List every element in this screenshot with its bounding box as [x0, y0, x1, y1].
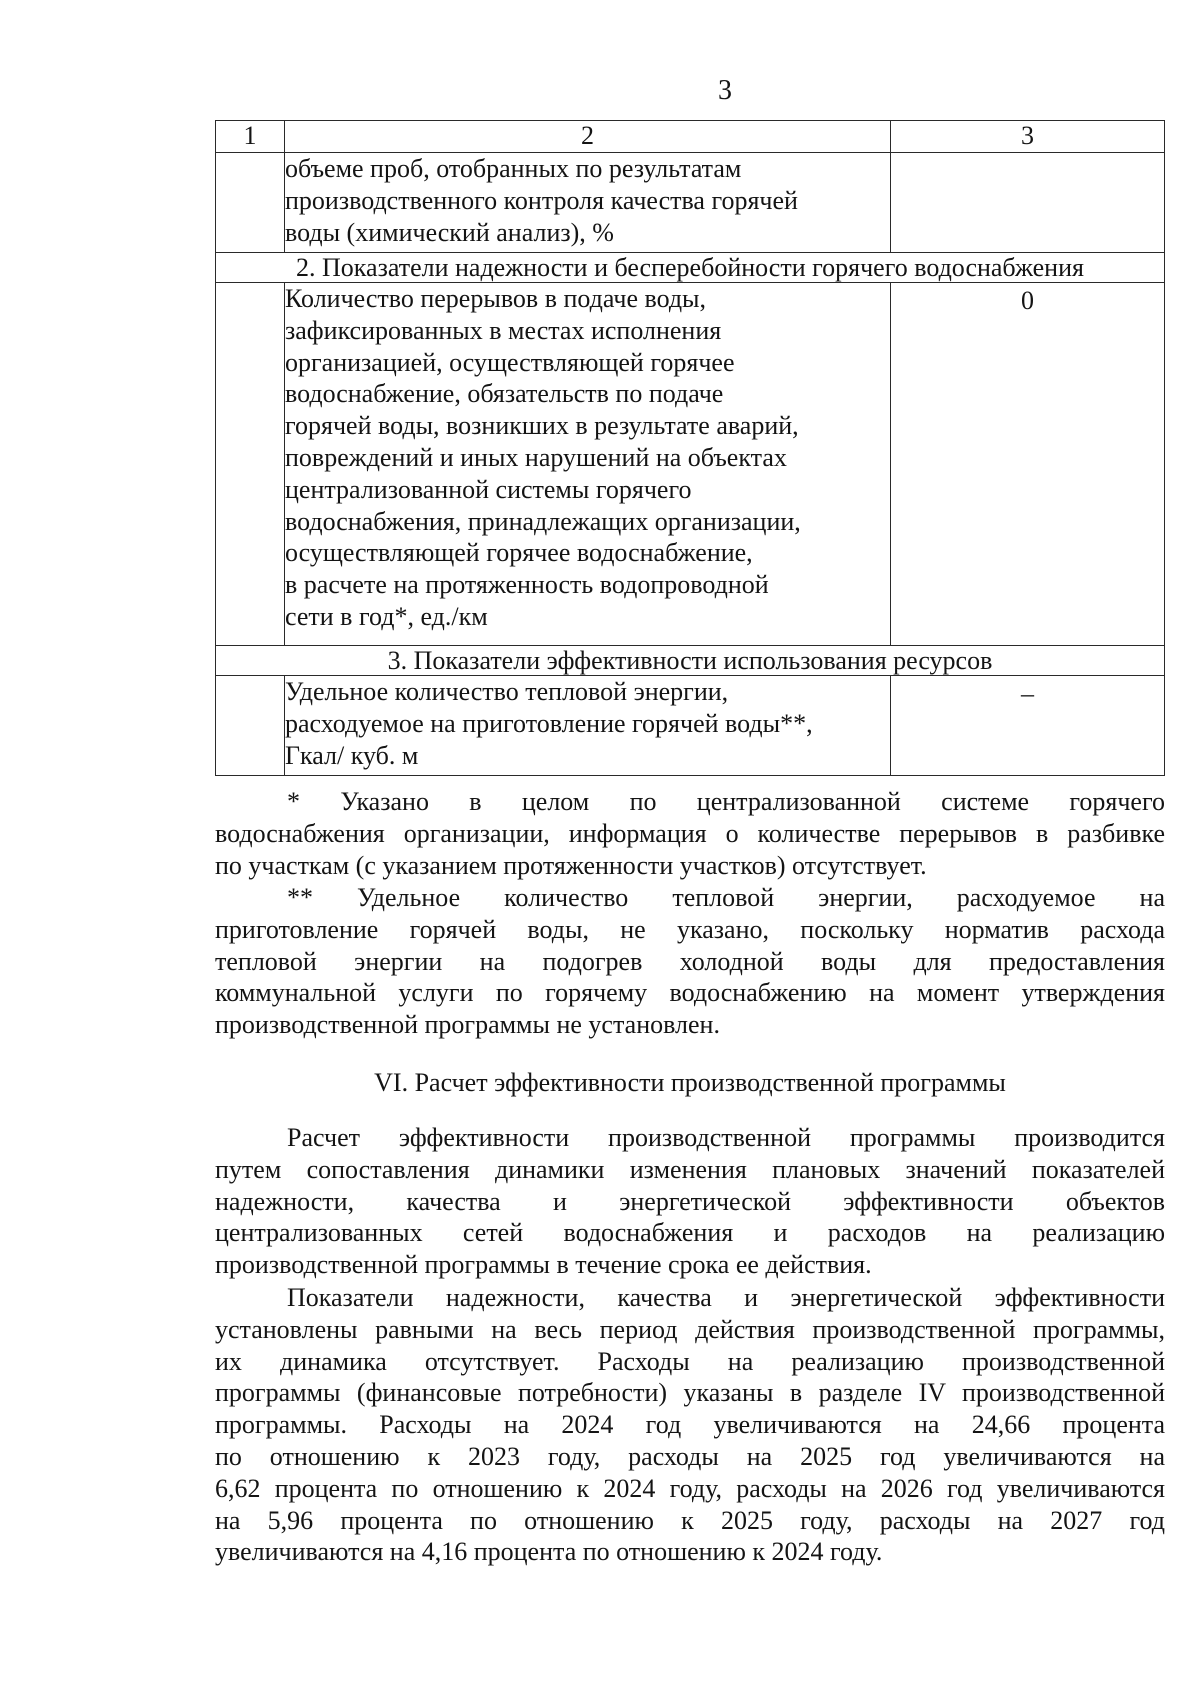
indicator-text: Количество перерывов в подаче воды, зафиксированных в местах исполнения организацией, осуществляющей горячее водоснабжение, обязательств по подаче горячей воды, возникших в результате аварий, повреждений и иных нарушений на объектах централизованной системы горячего водоснабжения, принадлежащих организации, осуществляющей горячее водоснабжение, в расчете на протяженность водопроводной сети в год*, ед./км	[285, 283, 891, 646]
page-number: 3	[718, 75, 732, 106]
table-header-row	[216, 121, 1165, 153]
section-title: 2. Показатели надежности и бесперебойности горячего водоснабжения	[216, 253, 1165, 283]
table-section-row	[216, 646, 1165, 676]
indicator-text: Удельное количество тепловой энергии, расходуемое на приготовление горячей воды**, Гкал/ куб. м	[285, 676, 891, 776]
table-row	[216, 676, 1165, 776]
indicator-value	[891, 153, 1165, 253]
footnote-2: ** Удельное количество тепловой энергии, расходуемое на приготовление горячей воды, не указано, поскольку норматив расхода тепловой энергии на подогрев холодной воды для предоставления коммунальной услуги по горячему водоснабжению на момент утверждения производственной программы не установлен.	[215, 883, 1165, 1040]
table-row	[216, 283, 1165, 646]
indicators-table	[215, 120, 1165, 776]
header-col-1: 1	[216, 121, 285, 153]
section-heading: VI. Расчет эффективности производственной программы	[374, 1068, 1006, 1097]
table-row	[216, 153, 1165, 253]
header-col-2: 2	[285, 121, 891, 153]
indicator-text: объеме проб, отобранных по результатам производственного контроля качества горячей воды (химический анализ), %	[285, 153, 891, 253]
paragraph-1: Расчет эффективности производственной программы производится путем сопоставления динамики изменения плановых значений показателей надежности, качества и энергетической эффективности объектов централизованных сетей водоснабжения и расходов на реализацию производственной программы в течение срока ее действия.	[215, 1123, 1165, 1280]
footnote-1: * Указано в целом по централизованной системе горячего водоснабжения организации, информация о количестве перерывов в разбивке по участкам (с указанием протяженности участков) отсутствует.	[215, 787, 1165, 880]
indicator-value: 0	[891, 283, 1165, 646]
section-title: 3. Показатели эффективности использования ресурсов	[216, 646, 1165, 676]
table-section-row	[216, 253, 1165, 283]
indicator-value: –	[891, 676, 1165, 776]
paragraph-2: Показатели надежности, качества и энергетической эффективности установлены равными на весь период действия производственной программы, их динамика отсутствует. Расходы на реализацию производственной программы (финансовые потребности) указаны в разделе IV производственной программы. Расходы на 2024 год увеличиваются на 24,66 процента по отношению к 2023 году, расходы на 2025 год увеличиваются на 6,62 процента по отношению к 2024 году, расходы на 2026 год увеличиваются на 5,96 процента по отношению к 2025 году, расходы на 2027 год увеличиваются на 4,16 процента по отношению к 2024 году.	[215, 1283, 1165, 1567]
header-col-3: 3	[891, 121, 1165, 153]
